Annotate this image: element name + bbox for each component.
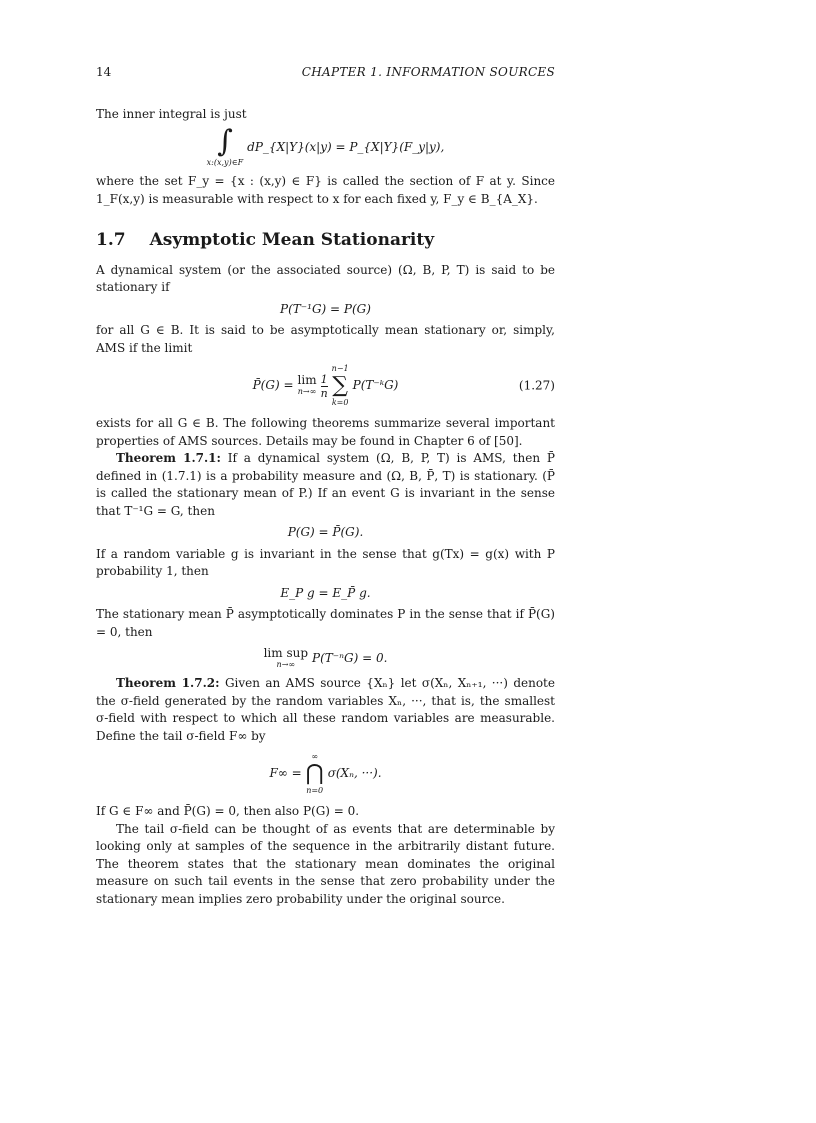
fraction-numerator: 1 [320,372,328,386]
paragraph-section-def: where the set F_y = {x : (x,y) ∈ F} is called the section of F at y. Since 1_F(x,y) is measurable with respect to x for each fixed y, F_y ∈ B_{A_X}. [96,174,555,206]
equation-1-27 [96,363,555,409]
paragraph-random-variable: If a random variable g is invariant in the sense that g(Tx) = g(x) with P probability 1, then [96,546,555,578]
section-number: 1.7 [96,230,126,250]
equation-invariant: P(G) = P̄(G). [287,525,364,539]
running-header [96,64,555,82]
paragraph-final: The tail σ-field can be thought of as events that are determinable by looking only at samples of the sequence in the arbitrarily distant future. The theorem states that the stationary mean dominates the original measure on such tail events in the sense that zero probability under the stationary mean implies zero probability under the original source. [96,821,555,906]
sum-symbol: ∑ [332,373,348,398]
equation-tail-field [96,751,555,797]
theorem-1-7-2 [96,675,555,745]
paragraph-intro: The inner integral is just [96,106,247,121]
equation-stationary: P(T⁻¹G) = P(G) [280,301,371,316]
theorem-1-text: If a dynamical system (Ω, B, P, T) is AMS, then P̄ defined in (1.7.1) is a probability measure and (Ω, B, P̄, T) is stationary. (P̄ is called the stationary mean of P.) If an event G is invariant in the sense that T⁻¹G = G, then [96,451,555,518]
paragraph-exists: exists for all G ∈ B. The following theorems summarize several important properties of AMS sources. Details may be found in Chapter 6 of [50]. [96,416,555,448]
fraction-denominator: n [320,386,328,400]
limit-subscript: n→∞ [297,387,317,396]
theorem-1-label: Theorem 1.7.1: [116,451,221,465]
equation-expectation: E_P g = E_P̄ g. [280,585,371,600]
equation-number: (1.27) [518,378,555,393]
limsup-operator: lim sup [263,646,309,660]
integral-subscript: x:(x,y)∈F [206,158,244,167]
theorem-2-label: Theorem 1.7.2: [116,676,220,690]
equation-inner-integral [96,124,555,169]
intersection-upper: ∞ [311,752,318,761]
tail-lhs: F∞ = [269,766,302,781]
sum-lower: k=0 [331,398,349,407]
integral-body: dP_{X|Y}(x|y) = P_{X|Y}(F_y|y), [247,140,445,155]
limsup-subscript: n→∞ [276,660,296,669]
tail-rhs: σ(Xₙ, ···). [327,766,382,781]
paragraph-ams: for all G ∈ B. It is said to be asymptotically mean stationary or, simply, AMS if the limit [96,323,555,355]
section-title: Asymptotic Mean Stationarity [149,230,435,250]
section-heading [96,232,555,250]
paragraph-stationary: A dynamical system (or the associated source) (Ω, B, P, T) is said to be stationary if [96,262,555,294]
paragraph-dominates: The stationary mean P̄ asymptotically dominates P in the sense that if P̄(G) = 0, then [96,607,555,639]
page-number: 14 [96,65,112,79]
chapter-title: CHAPTER 1. INFORMATION SOURCES [301,65,555,79]
limit-rhs: P(T⁻ᵏG) [352,378,399,393]
sum-upper: n−1 [331,364,349,373]
page [96,64,555,908]
paragraph-if: If G ∈ F∞ and P̄(G) = 0, then also P(G) = 0. [96,804,360,818]
intersection-lower: n=0 [306,786,324,795]
theorem-2-text: Given an AMS source {Xₙ} let σ(Xₙ, Xₙ₊₁, ···) denote the σ-field generated by the random variables Xₙ, ···, that is, the smallest σ-field with respect to which all these random variables are measurable. Define the tail σ-field F∞ by [96,676,555,743]
limit-operator: lim [297,373,317,387]
integral-symbol: ∫ [217,124,233,159]
limsup-rhs: P(T⁻ⁿG) = 0. [312,651,388,666]
limit-lhs: P̄(G) = [252,378,294,393]
equation-limsup [96,645,555,671]
theorem-1-7-1 [96,450,555,520]
intersection-symbol: ⋂ [305,761,324,786]
